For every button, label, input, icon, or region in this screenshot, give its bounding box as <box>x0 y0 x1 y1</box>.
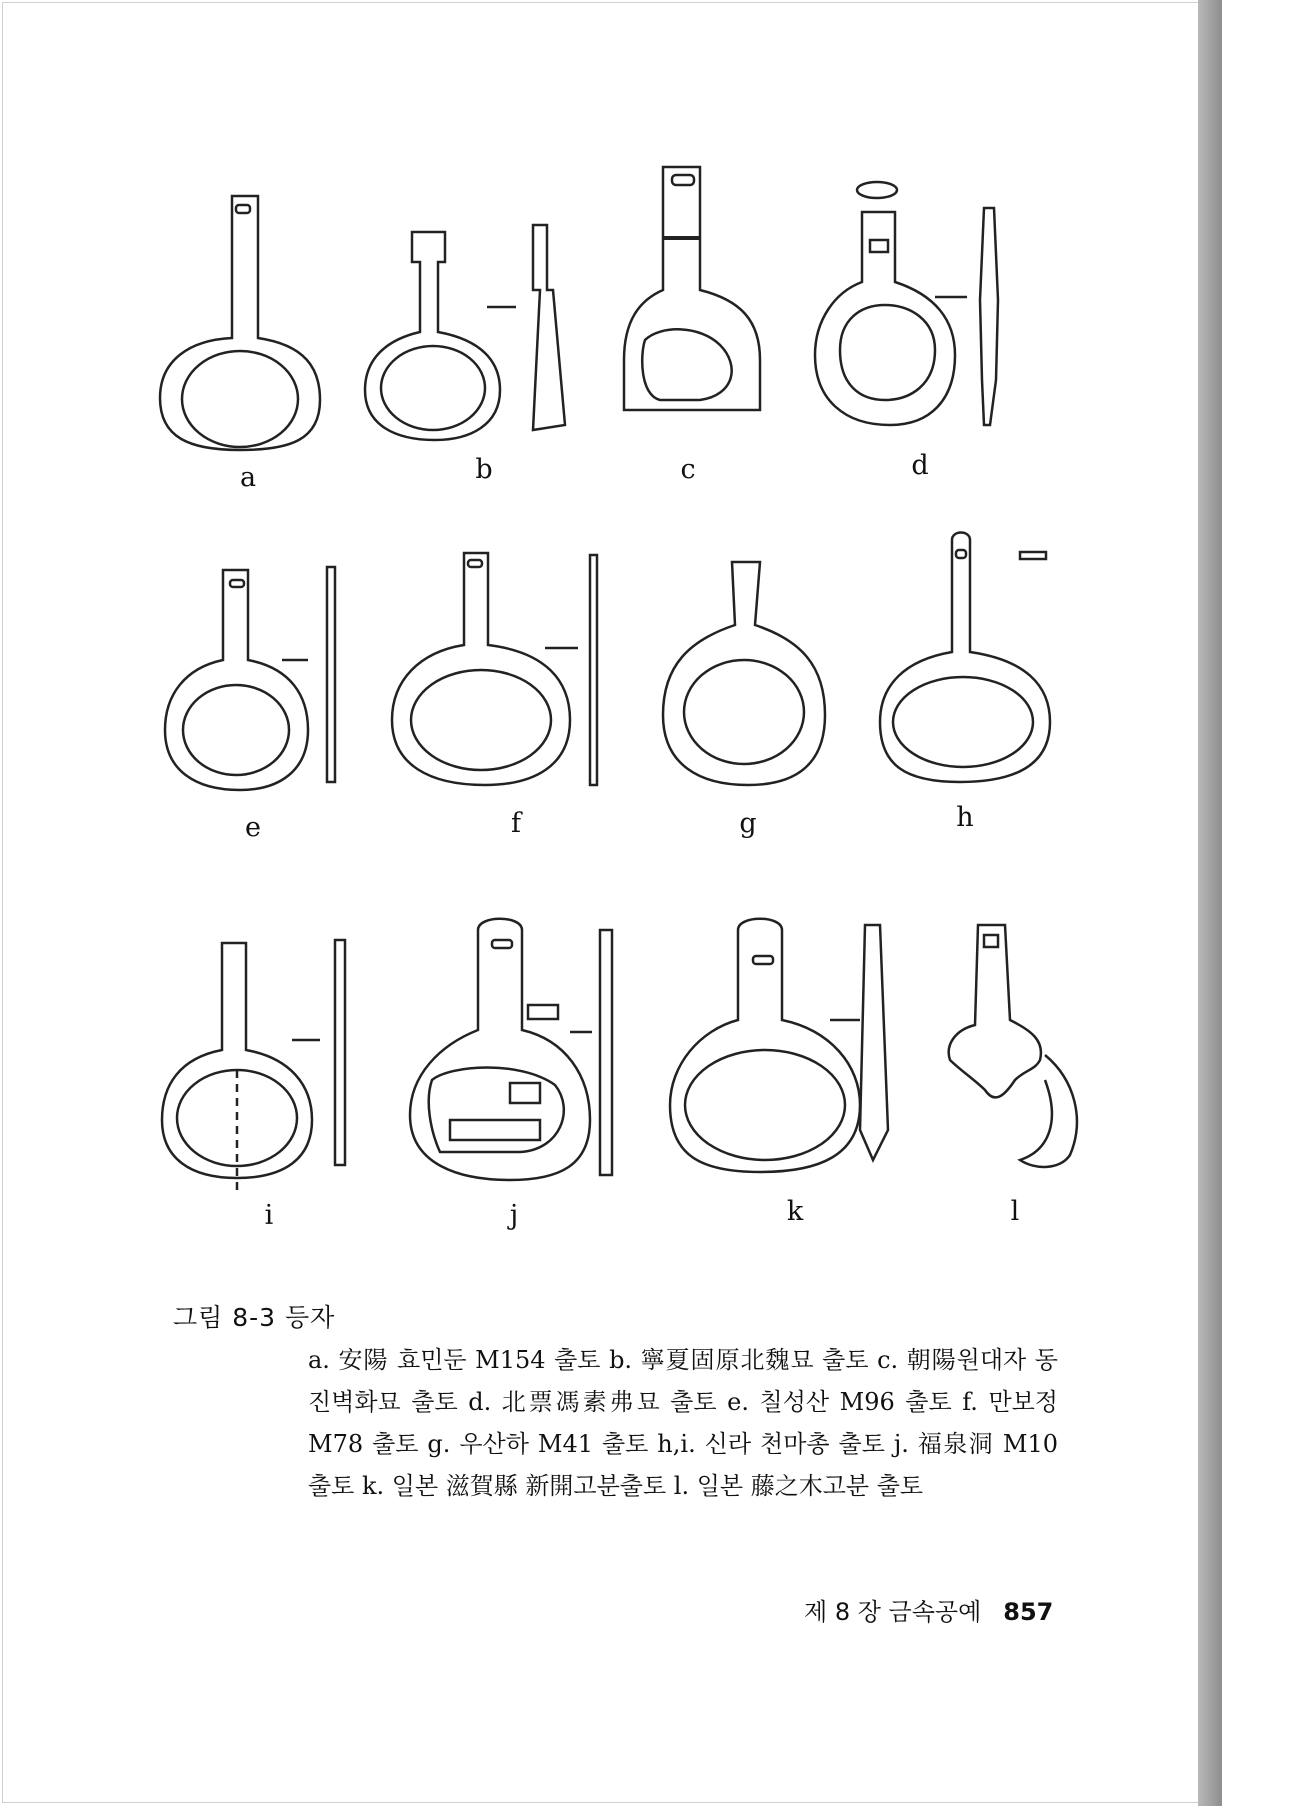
figure-label-f: f <box>511 808 521 839</box>
figure-label-a: a <box>239 462 257 493</box>
figure-label-i: i <box>264 1200 274 1231</box>
stirrup-g <box>663 562 825 785</box>
stirrup-c <box>624 167 760 410</box>
stirrup-e <box>165 567 335 790</box>
figure-label-b: b <box>475 454 493 485</box>
stirrup-l <box>949 925 1077 1167</box>
stirrup-a <box>160 196 320 450</box>
figure-label-c: c <box>680 454 696 485</box>
figure-label-l: l <box>1010 1196 1020 1227</box>
caption-body: a. 安陽 효민둔 M154 출토 b. 寧夏固原北魏묘 출토 c. 朝陽원대자 동진벽화묘 출토 d. 北票馮素弗묘 출토 e. 칠성산 M96 출토 f. 만보정 M78 출토 g. 우산하 M41 출토 h,i. 신라 천마총 출토 j. 福泉洞 M10출토 k. 일본 滋賀縣 新開고분출토 l. 일본 藤之木고분 출토 <box>308 1346 1058 1500</box>
figure-label-j: j <box>509 1200 519 1231</box>
chapter-title: 제 8 장 금속공예 <box>804 1598 982 1626</box>
figure-label-k: k <box>786 1196 804 1227</box>
stirrup-f <box>392 553 597 785</box>
stirrup-i <box>162 940 345 1190</box>
stirrup-b <box>365 225 565 440</box>
figure-label-g: g <box>739 808 757 839</box>
stirrup-k <box>670 919 888 1172</box>
stirrup-d <box>815 182 998 425</box>
figure-label-d: d <box>911 450 929 481</box>
running-footer <box>804 1592 1053 1627</box>
stirrup-h <box>880 533 1050 783</box>
page-number: 857 <box>1003 1598 1054 1626</box>
figure-label-h: h <box>956 802 974 833</box>
caption-title: 그림 8-3 등자 <box>173 1303 336 1332</box>
stirrup-j <box>410 919 612 1180</box>
figure-label-e: e <box>245 812 261 843</box>
